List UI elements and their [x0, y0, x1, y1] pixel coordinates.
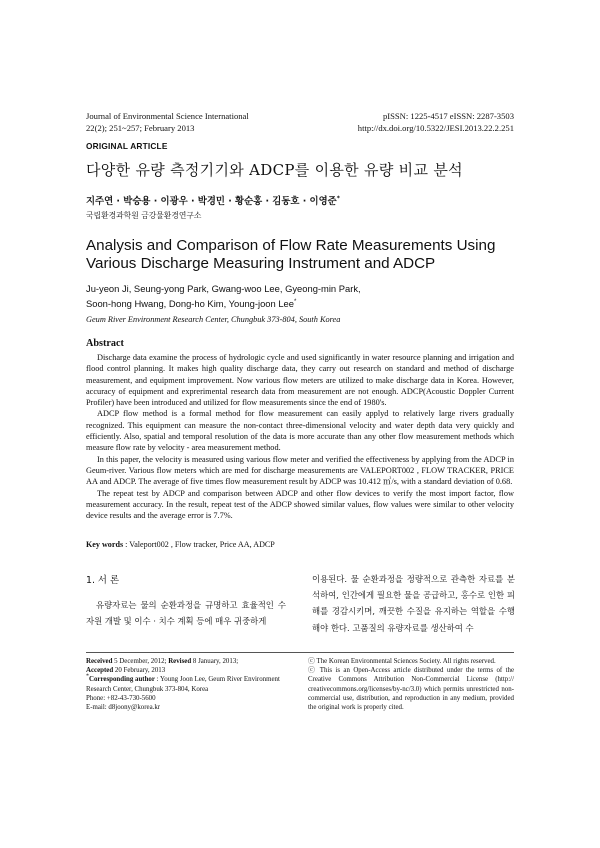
section-heading: 1. 서 론: [86, 575, 120, 586]
corresponding-label: Corresponding author: [89, 676, 155, 684]
body-paragraph: 이용된다. 물 순환과정을 정량적으로 관측한 자료를 분석하여, 인간에게 필요한 물을 공급하고, 홍수로 인한 피해를 경감시키며, 깨끗한 수질을 유지하는 역할을 수행해야 한다. 고품질의 유량자료를 생산하여 수: [312, 574, 515, 633]
footnote-license: [308, 657, 514, 712]
journal-header: [86, 111, 249, 134]
korean-title: 다양한 유량 측정기기와 ADCP를 이용한 유량 비교 분석: [86, 161, 463, 179]
abstract-paragraph: ADCP flow method is a formal method for flow measurement can easily applyd to relatively large rivers gradually recognized. This equipment can measure the non-contact three-dimensional velocity and water depth data very quickly and efficiently. Also, spatial and temporal resolution of the data is more accurate than any other flow measurement methods which measure flow rate by velocity - area measurement method.: [86, 409, 514, 453]
korean-affiliation: 국립환경과학원 금강물환경연구소: [86, 211, 202, 220]
abstract-heading: Abstract: [86, 338, 124, 349]
corresponding-mark: *: [293, 298, 297, 305]
issn-header: [358, 111, 514, 134]
body-paragraph: 유량자료는 물의 순환과정을 규명하고 효율적인 수자원 개발 및 이수 · 치수 계획 등에 매우 귀중하게: [86, 600, 286, 627]
phone: Phone: +82-43-730-5600: [86, 694, 156, 702]
issn: pISSN: 1225-4517 eISSN: 2287-3503: [382, 111, 514, 121]
keywords-text: : Valeport002 , Flow tracker, Price AA, ADCP: [123, 540, 275, 549]
accepted-date: 20 February, 2013: [113, 667, 166, 675]
english-authors-line2: Soon-hong Hwang, Dong-ho Kim, Young-joon Lee: [86, 297, 294, 309]
keywords-label: Key words: [86, 540, 124, 549]
email-link[interactable]: E-mail: d8joony@korea.kr: [86, 704, 161, 712]
abstract-paragraph: The repeat test by ADCP and comparison between ADCP and other flow devices to verify the most import factor, flow measurement accuracy. In the result, repeat test of the ADCP showed similar values, flow values were similar to other velocity device results and the average error is 7.7%.: [86, 488, 514, 521]
body-column-left: [86, 597, 286, 629]
korean-author-list: 지주연 · 박승용 · 이광우 · 박경민 · 황순홍 · 김동호 · 이영준: [86, 196, 337, 207]
footnote-dates-contact: [86, 657, 296, 712]
corresponding-text: : Young Joon Lee, Geum River Environment Research Center, Chungbuk 373-804, Korea: [86, 676, 280, 693]
abstract-body: [86, 352, 514, 521]
revised-label: Revised: [168, 658, 192, 665]
footnote-divider: [86, 652, 514, 653]
english-affiliation: Geum River Environment Research Center, Chungbuk 373-804, South Korea: [86, 315, 341, 324]
english-title: Analysis and Comparison of Flow Rate Measurements Using Various Discharge Measuring Instrument and ADCP: [86, 237, 496, 272]
korean-authors: [86, 193, 340, 207]
corresponding-mark: *: [86, 674, 89, 681]
keywords: [86, 540, 275, 549]
journal-volume: 22(2); 251~257; February 2013: [86, 122, 195, 133]
received-date: 5 December, 2012;: [112, 658, 169, 665]
license-notice: ⓒ This is an Open-Access article distributed under the terms of the Creative Commons Attribution Non-Commercial License (http:// creativecommons.org/licenses/by-nc/3.0) which permits unrestricted non-commercial use, distribution, and reproduction in any medium, provided the original work is properly cited.: [308, 667, 514, 712]
journal-name: Journal of Environmental Science International: [86, 111, 249, 121]
english-authors: [86, 282, 526, 311]
doi-link[interactable]: http://dx.doi.org/10.5322/JESI.2013.22.2.251: [357, 122, 514, 133]
article-type: ORIGINAL ARTICLE: [86, 141, 168, 151]
abstract-paragraph: In this paper, the velocity is measured using various flow meter and verified the effectiveness by applying from the ADCP in Geum-river. Various flow meters which are med for discharge measurements are VALEPORT002 , FLOW TRACKER, PRICE AA and ADCP. The average of five times flow measurement result by ADCP was 10.412 ㎥/s, with a standard deviation of 0.68.: [86, 454, 514, 487]
accepted-label: Accepted: [86, 667, 114, 675]
copyright-notice: ⓒ The Korean Environmental Sciences Society. All rights reserved.: [308, 658, 496, 665]
abstract-paragraph: Discharge data examine the process of hydrologic cycle and used significantly in water resource planning and irrigation and flood control planning. It makes high quality discharge data, they carry out research on standard and method of discharge measurement, and equipment improvement. Now various flow meters are utilized to make discharge data in Korea. However, accuracy of equipment and exprerimental research data from measurement are not enough. ADCP(Acoustic Doppler Current Profiler) have been introduced and utilized for flow measurements since the end of 1980's.: [86, 353, 514, 408]
body-column-right: [312, 571, 515, 636]
english-authors-line1: Ju-yeon Ji, Seung-yong Park, Gwang-woo Lee, Gyeong-min Park,: [86, 283, 361, 294]
corresponding-mark: *: [336, 194, 340, 202]
received-label: Received: [86, 658, 113, 665]
revised-date: 8 January, 2013;: [191, 658, 239, 665]
